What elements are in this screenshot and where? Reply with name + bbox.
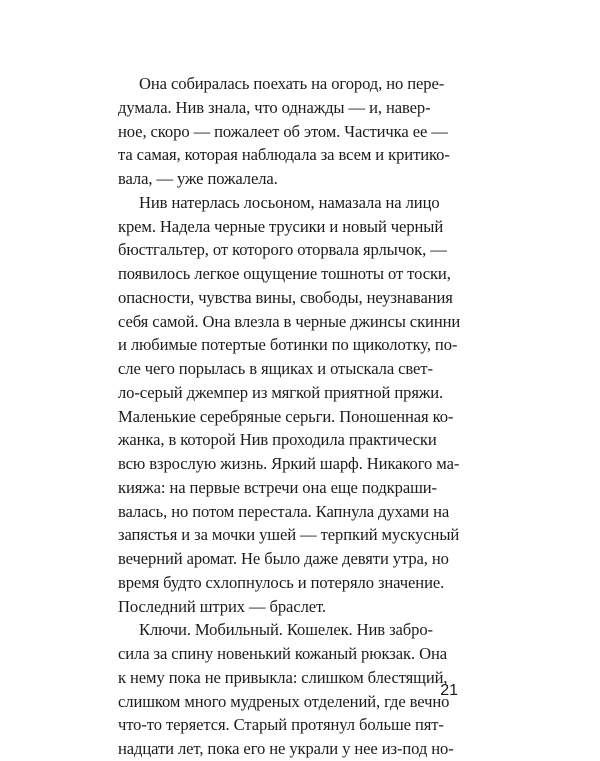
- text-line: ло-серый джемпер из мягкой приятной пряжи.: [118, 382, 444, 402]
- text-line: та самая, которая наблюдала за всем и критико-: [118, 145, 450, 165]
- text-line: сила за спину новенький кожаный рюкзак. Она: [118, 644, 447, 663]
- text-line: валась, но потом перестала. Капнула духами на: [118, 501, 450, 521]
- text-line: к нему пока не привыкла: слишком блестящий,: [118, 667, 448, 687]
- text-line: Маленькие серебряные серьги. Поношенная ко-: [118, 406, 454, 426]
- text-line: себя самой. Она влезла в черные джинсы скинни: [118, 311, 461, 331]
- text-line: крем. Надела черные трусики и новый черный: [118, 216, 444, 236]
- text-line: думала. Нив знала, что однажды — и, навер-: [118, 97, 431, 117]
- text-line: Она собиралась поехать на огород, но пере-: [139, 74, 445, 93]
- text-line: Последний штрих — браслет.: [118, 596, 326, 616]
- text-line: кияжа: на первые встречи она еще подкраши-: [118, 477, 437, 497]
- text-line: слишком много мудреных отделений, где вечно: [118, 691, 450, 711]
- text-line: время будто схлопнулось и потеряло значение.: [118, 572, 445, 592]
- text-line: опасности, чувства вины, свободы, неузнавания: [118, 287, 453, 307]
- text-line: жанка, в которой Нив проходила практически: [118, 430, 437, 450]
- text-line: вала, — уже пожалела.: [118, 169, 278, 188]
- text-line: надцати лет, пока его не украли у нее из-под но-: [118, 739, 454, 758]
- text-line: вечерний аромат. Не было даже девяти утра, но: [118, 549, 449, 568]
- text-line: появилось легкое ощущение тошноты от тоски,: [118, 264, 451, 283]
- text-line: Ключи. Мобильный. Кошелек. Нив забро-: [139, 620, 433, 640]
- text-line: бюстгальтер, от которого оторвала ярлычок, —: [118, 240, 447, 260]
- text-line: всю взрослую жизнь. Яркий шарф. Никакого ма-: [118, 454, 460, 473]
- text-line: ное, скоро — пожалеет об этом. Частичка ее —: [118, 121, 448, 141]
- text-line: что-то теряется. Старый протянул больше пят-: [118, 715, 444, 735]
- text-line: запястья и за мочки ушей — терпкий мускусный: [118, 525, 460, 545]
- text-line: Нив натерлась лосьоном, намазала на лицо: [139, 192, 440, 212]
- text-line: и любимые потертые ботинки по щиколотку, по-: [118, 335, 458, 355]
- text-line: сле чего порылась в ящиках и отыскала свет-: [118, 359, 433, 378]
- page-number: 21: [440, 682, 458, 699]
